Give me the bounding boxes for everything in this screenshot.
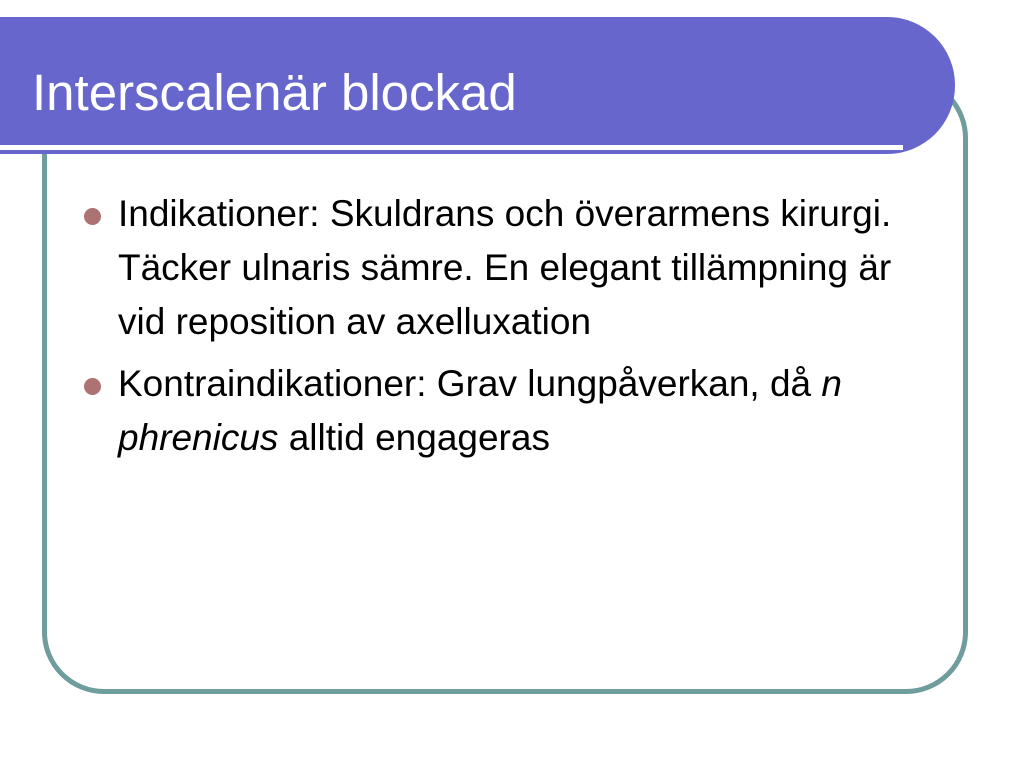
bullet-text-italic-nerve: n phrenicus — [118, 363, 842, 458]
bullet-text-indications: Indikationer: Skuldrans och överarmens kirurgi. Täcker ulnaris sämre. En elegant tillämpning är vid reposition av axelluxation — [118, 193, 892, 342]
title-underline — [0, 145, 903, 150]
bullet-text-contraindications: Kontraindikationer: Grav lungpåverkan, då — [118, 363, 822, 404]
bullet-item-indications — [118, 187, 948, 349]
bullet-text-contraindications-end: alltid engageras — [278, 417, 550, 458]
bullet-list — [118, 187, 948, 473]
bullet-item-contraindications — [118, 357, 948, 465]
bullet-dot-icon — [84, 378, 101, 395]
bullet-dot-icon — [84, 208, 101, 225]
title-bar — [0, 17, 955, 154]
slide-title: Interscalenär blockad — [32, 64, 517, 121]
